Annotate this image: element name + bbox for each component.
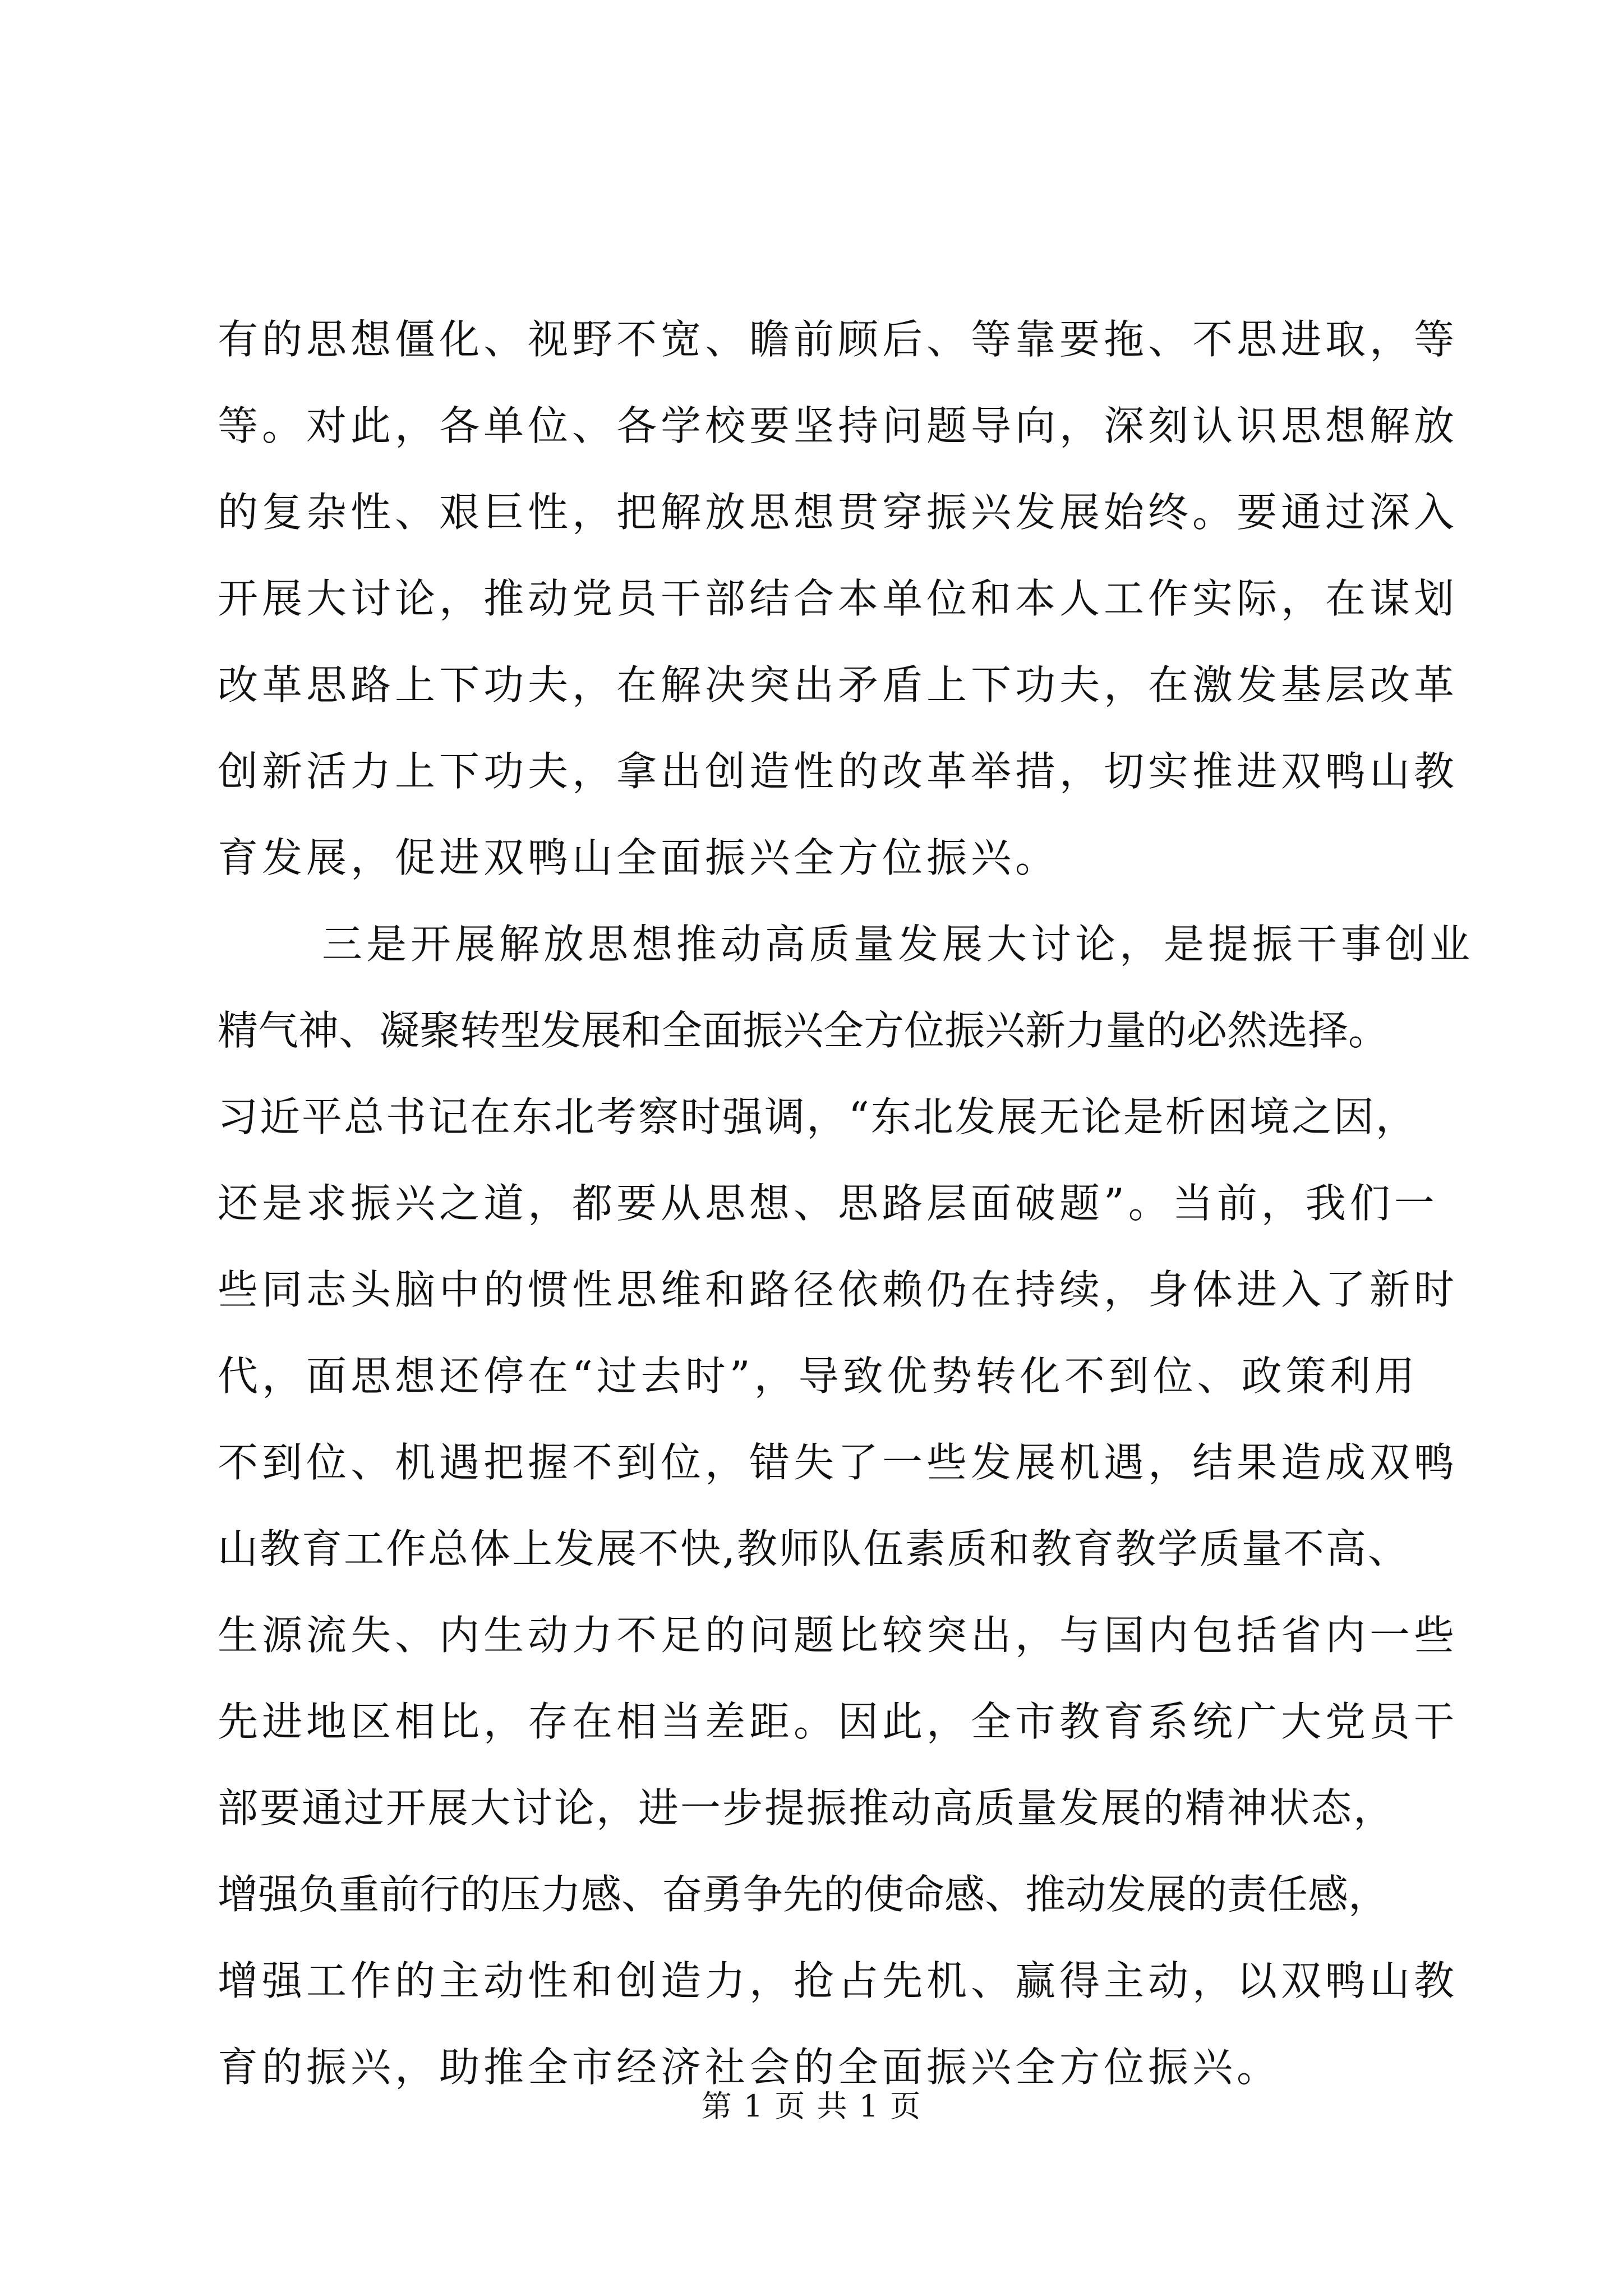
paragraph-line: 还是求振兴之道，都要从思想、思路层面破题”。当前，我们一 (218, 1180, 1438, 1227)
paragraph-line: 山教育工作总体上发展不快,教师队伍素质和教育教学质量不高、 (218, 1525, 1410, 1572)
paragraph-line: 增强工作的主动性和创造力，抢占先机、赢得主动，以双鸭山教 (218, 1957, 1459, 2004)
paragraph-line: 改革思路上下功夫，在解决突出矛盾上下功夫，在激发基层改革 (218, 661, 1459, 708)
paragraph-line: 习近平总书记在东北考察时强调，“东北发展无论是析困境之因， (218, 1093, 1418, 1140)
paragraph-line: 开展大讨论，推动党员干部结合本单位和本人工作实际，在谋划 (218, 575, 1459, 622)
paragraph-line: 部要通过开展大讨论，进一步提振推动高质量发展的精神状态， (218, 1784, 1396, 1832)
paragraph-line: 增强负重前行的压力感、奋勇争先的使命感、推动发展的责任感， (218, 1871, 1389, 1918)
paragraph-line: 创新活力上下功夫，拿出创造性的改革举措，切实推进双鸭山教 (218, 748, 1459, 795)
paragraph-line: 些同志头脑中的惯性思维和路径依赖仍在持续，身体进入了新时 (218, 1266, 1459, 1313)
paragraph-line: 的复杂性、艰巨性，把解放思想贯穿振兴发展始终。要通过深入 (218, 489, 1459, 536)
paragraph-line: 育发展，促进双鸭山全面振兴全方位振兴。 (218, 834, 1060, 881)
paragraph-line: 有的思想僵化、视野不宽、瞻前顾后、等靠要拖、不思进取，等 (218, 316, 1459, 363)
paragraph-line: 先进地区相比，存在相当差距。因此，全市教育系统广大党员干 (218, 1698, 1459, 1745)
paragraph-line: 代，面思想还停在“过去时”，导致优势转化不到位、政策利用 (218, 1352, 1419, 1400)
paragraph-line: 精气神、凝聚转型发展和全面振兴全方位振兴新力量的必然选择。 (218, 1007, 1389, 1054)
page-number-footer: 第 1 页 共 1 页 (701, 2088, 922, 2124)
paragraph-first-line: 三是开展解放思想推动高质量发展大讨论，是提振干事创业 (322, 921, 1474, 968)
paragraph-line: 生源流失、内生动力不足的问题比较突出，与国内包括省内一些 (218, 1612, 1459, 1659)
paragraph-line: 育的振兴，助推全市经济社会的全面振兴全方位振兴。 (218, 2044, 1281, 2091)
document-body (218, 296, 1474, 2110)
paragraph-line: 等。对此，各单位、各学校要坚持问题导向，深刻认识思想解放 (218, 402, 1459, 449)
paragraph-line: 不到位、机遇把握不到位，错失了一些发展机遇，结果造成双鸭 (218, 1439, 1459, 1486)
